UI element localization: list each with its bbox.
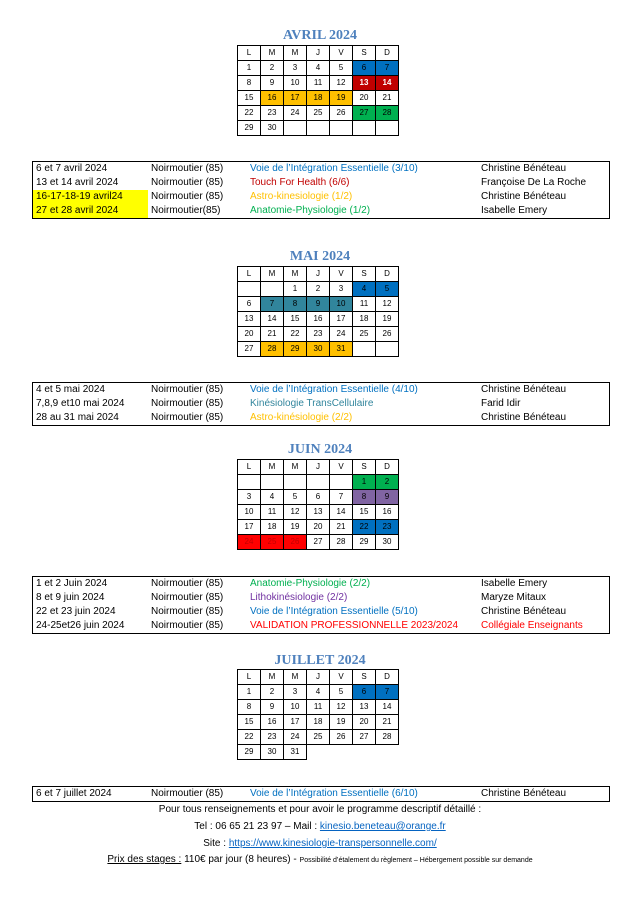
calendar-day: 21 bbox=[330, 520, 353, 535]
calendar-day: 30 bbox=[261, 121, 284, 136]
calendar-week bbox=[238, 312, 399, 327]
month-title: JUIN 2024 bbox=[287, 442, 353, 457]
weekday-header: V bbox=[330, 46, 353, 61]
calendar-day: 29 bbox=[238, 745, 261, 760]
footer-line-info: Pour tous renseignements et pour avoir le programme descriptif détaillé : bbox=[158, 804, 482, 815]
calendar-day: 27 bbox=[238, 342, 261, 357]
calendar-day: 7 bbox=[376, 61, 399, 76]
weekday-header: J bbox=[307, 267, 330, 282]
tel-text: Tel : 06 65 21 23 97 – Mail : bbox=[194, 821, 320, 832]
event-row bbox=[33, 787, 610, 802]
event-title: Anatomie-Physiologie (1/2) bbox=[250, 205, 371, 216]
calendar-day: 29 bbox=[284, 342, 307, 357]
calendar-day: 8 bbox=[284, 297, 307, 312]
footer-line-price bbox=[0, 854, 640, 865]
event-title: Voie de l’Intégration Essentielle (6/10) bbox=[250, 788, 418, 799]
calendar-day: 13 bbox=[353, 76, 376, 91]
weekday-header: L bbox=[238, 267, 261, 282]
event-row bbox=[33, 162, 610, 177]
calendar-day: 26 bbox=[330, 730, 353, 745]
calendar-day: 20 bbox=[307, 520, 330, 535]
price-label: Prix des stages : bbox=[107, 854, 182, 865]
weekday-header: L bbox=[238, 670, 261, 685]
calendar-day: 1 bbox=[238, 61, 261, 76]
weekday-header-row bbox=[238, 460, 399, 475]
calendar-day: 3 bbox=[330, 282, 353, 297]
event-title: Voie de l’Intégration Essentielle (3/10) bbox=[250, 163, 418, 174]
event-place: Noirmoutier (85) bbox=[151, 191, 224, 202]
calendar-week bbox=[238, 61, 399, 76]
calendar-day: 13 bbox=[238, 312, 261, 327]
calendar-grid bbox=[237, 45, 399, 136]
calendar-day: 14 bbox=[376, 76, 399, 91]
calendar-blank bbox=[376, 745, 399, 760]
calendar-day: 11 bbox=[307, 76, 330, 91]
calendar-day: 6 bbox=[353, 61, 376, 76]
calendar-day: 7 bbox=[261, 297, 284, 312]
calendar-day: 16 bbox=[261, 91, 284, 106]
event-place: Noirmoutier (85) bbox=[151, 163, 224, 174]
calendar-day: 16 bbox=[307, 312, 330, 327]
calendar-empty bbox=[261, 475, 284, 490]
event-person: Christine Bénéteau bbox=[481, 788, 567, 799]
calendar-day: 10 bbox=[284, 700, 307, 715]
calendar-day: 24 bbox=[284, 730, 307, 745]
event-title: VALIDATION PROFESSIONNELLE 2023/2024 bbox=[250, 620, 459, 631]
calendar-day: 30 bbox=[307, 342, 330, 357]
events-table bbox=[32, 576, 610, 634]
calendar-week bbox=[238, 342, 399, 357]
calendar-day: 12 bbox=[376, 297, 399, 312]
calendar-day: 3 bbox=[238, 490, 261, 505]
calendar-day: 25 bbox=[261, 535, 284, 550]
event-place: Noirmoutier (85) bbox=[151, 177, 224, 188]
calendar-blank bbox=[353, 745, 376, 760]
calendar-day: 29 bbox=[238, 121, 261, 136]
event-person: Farid Idir bbox=[481, 398, 521, 409]
event-person: Maryze Mitaux bbox=[481, 592, 547, 603]
calendar-day: 5 bbox=[330, 61, 353, 76]
weekday-header: L bbox=[238, 46, 261, 61]
event-date: 24-25et26 juin 2024 bbox=[36, 620, 125, 631]
calendar-day: 17 bbox=[284, 715, 307, 730]
weekday-header: J bbox=[307, 670, 330, 685]
calendar-week bbox=[238, 490, 399, 505]
calendar-day: 11 bbox=[353, 297, 376, 312]
event-place: Noirmoutier (85) bbox=[151, 398, 224, 409]
calendar-day: 30 bbox=[376, 535, 399, 550]
calendar-day: 7 bbox=[376, 685, 399, 700]
calendar-day: 25 bbox=[307, 106, 330, 121]
footer-line-site bbox=[0, 838, 640, 849]
calendar-day: 19 bbox=[330, 715, 353, 730]
event-place: Noirmoutier (85) bbox=[151, 620, 224, 631]
event-title: Lithokinésiologie (2/2) bbox=[250, 592, 348, 603]
event-row bbox=[33, 605, 610, 619]
calendar-grid bbox=[237, 266, 399, 357]
weekday-header-row bbox=[238, 267, 399, 282]
calendar-day: 18 bbox=[307, 715, 330, 730]
calendar-empty bbox=[330, 475, 353, 490]
calendar-day: 15 bbox=[238, 91, 261, 106]
calendar-day: 23 bbox=[261, 730, 284, 745]
calendar-day: 27 bbox=[353, 730, 376, 745]
calendar-day: 1 bbox=[284, 282, 307, 297]
calendar-week bbox=[238, 297, 399, 312]
weekday-header: S bbox=[353, 46, 376, 61]
event-person: Christine Bénéteau bbox=[481, 412, 567, 423]
calendar-day: 5 bbox=[330, 685, 353, 700]
event-person: Françoise De La Roche bbox=[481, 177, 587, 188]
calendar-day: 3 bbox=[284, 61, 307, 76]
price-note: Possibilité d’étalement du règlement – Hébergement possible sur demande bbox=[299, 857, 533, 864]
calendar-day: 8 bbox=[353, 490, 376, 505]
calendar-grid bbox=[237, 669, 399, 760]
weekday-header: J bbox=[307, 460, 330, 475]
weekday-header: L bbox=[238, 460, 261, 475]
calendar-day: 19 bbox=[376, 312, 399, 327]
calendar-day: 11 bbox=[261, 505, 284, 520]
calendar-week bbox=[238, 282, 399, 297]
calendar-day: 29 bbox=[353, 535, 376, 550]
calendar-day: 2 bbox=[261, 61, 284, 76]
calendar-day: 4 bbox=[307, 61, 330, 76]
event-person: Christine Bénéteau bbox=[481, 606, 567, 617]
calendar-week bbox=[238, 475, 399, 490]
weekday-header: M bbox=[261, 46, 284, 61]
calendar-blank bbox=[307, 745, 330, 760]
calendar-day: 23 bbox=[307, 327, 330, 342]
calendar-empty bbox=[376, 342, 399, 357]
event-title: Astro-kinesiologie (1/2) bbox=[250, 191, 353, 202]
calendar-day: 12 bbox=[330, 700, 353, 715]
calendar-empty bbox=[307, 475, 330, 490]
calendar-week bbox=[238, 685, 399, 700]
event-date: 6 et 7 avril 2024 bbox=[36, 163, 108, 174]
calendar-week bbox=[238, 730, 399, 745]
calendar-day: 2 bbox=[307, 282, 330, 297]
weekday-header: M bbox=[261, 670, 284, 685]
calendar-empty bbox=[284, 121, 307, 136]
site-link[interactable]: https://www.kinesiologie-transpersonnelle.com/ bbox=[228, 838, 437, 849]
event-title: Touch For Health (6/6) bbox=[250, 177, 350, 188]
calendar-day: 6 bbox=[307, 490, 330, 505]
calendar-day: 25 bbox=[307, 730, 330, 745]
calendar-day: 28 bbox=[376, 106, 399, 121]
calendar-day: 13 bbox=[307, 505, 330, 520]
event-place: Noirmoutier (85) bbox=[151, 592, 224, 603]
calendar-day: 28 bbox=[261, 342, 284, 357]
calendar-week bbox=[238, 745, 399, 760]
calendar-day: 20 bbox=[238, 327, 261, 342]
event-place: Noirmoutier (85) bbox=[151, 606, 224, 617]
event-person: Isabelle Emery bbox=[481, 578, 548, 589]
event-date: 28 au 31 mai 2024 bbox=[36, 412, 119, 423]
calendar-day: 18 bbox=[353, 312, 376, 327]
calendar-day: 9 bbox=[261, 700, 284, 715]
calendar-empty bbox=[353, 342, 376, 357]
weekday-header: V bbox=[330, 460, 353, 475]
month-title: AVRIL 2024 bbox=[282, 28, 358, 43]
event-date: 7,8,9 et10 mai 2024 bbox=[36, 398, 125, 409]
weekday-header: M bbox=[284, 460, 307, 475]
event-person: Christine Bénéteau bbox=[481, 384, 567, 395]
calendar-day: 22 bbox=[284, 327, 307, 342]
weekday-header: S bbox=[353, 460, 376, 475]
site-label: Site : bbox=[203, 838, 229, 849]
calendar-day: 6 bbox=[353, 685, 376, 700]
calendar-empty bbox=[353, 121, 376, 136]
calendar-day: 18 bbox=[261, 520, 284, 535]
event-date: 8 et 9 juin 2024 bbox=[36, 592, 105, 603]
price-value: 110€ par jour (8 heures) - bbox=[181, 854, 300, 865]
calendar-week bbox=[238, 91, 399, 106]
event-person: Christine Bénéteau bbox=[481, 163, 567, 174]
event-place: Noirmoutier (85) bbox=[151, 578, 224, 589]
calendar-day: 9 bbox=[261, 76, 284, 91]
event-row bbox=[33, 176, 610, 190]
calendar-day: 10 bbox=[284, 76, 307, 91]
calendar-week bbox=[238, 505, 399, 520]
calendar-day: 21 bbox=[261, 327, 284, 342]
weekday-header-row bbox=[238, 670, 399, 685]
month-title: MAI 2024 bbox=[289, 249, 351, 264]
calendar-day: 22 bbox=[238, 730, 261, 745]
calendar-day: 11 bbox=[307, 700, 330, 715]
weekday-header: D bbox=[376, 267, 399, 282]
calendar-day: 2 bbox=[376, 475, 399, 490]
calendar-day: 26 bbox=[330, 106, 353, 121]
calendar-day: 15 bbox=[284, 312, 307, 327]
weekday-header-row bbox=[238, 46, 399, 61]
calendar-day: 4 bbox=[307, 685, 330, 700]
calendar-day: 16 bbox=[261, 715, 284, 730]
events-table bbox=[32, 161, 610, 219]
calendar-day: 30 bbox=[261, 745, 284, 760]
calendar-day: 24 bbox=[238, 535, 261, 550]
calendar-day: 22 bbox=[353, 520, 376, 535]
calendar-day: 5 bbox=[376, 282, 399, 297]
calendar-week bbox=[238, 700, 399, 715]
event-person: Collégiale Enseignants bbox=[481, 620, 583, 631]
calendar-day: 6 bbox=[238, 297, 261, 312]
calendar-empty bbox=[238, 282, 261, 297]
calendar-day: 22 bbox=[238, 106, 261, 121]
event-title: Voie de l’Intégration Essentielle (5/10) bbox=[250, 606, 418, 617]
calendar-day: 1 bbox=[238, 685, 261, 700]
weekday-header: V bbox=[330, 670, 353, 685]
event-date: 22 et 23 juin 2024 bbox=[36, 606, 116, 617]
events-table bbox=[32, 382, 610, 426]
calendar-day: 24 bbox=[284, 106, 307, 121]
weekday-header: J bbox=[307, 46, 330, 61]
event-row bbox=[33, 591, 610, 605]
event-row bbox=[33, 411, 610, 426]
calendar-day: 20 bbox=[353, 715, 376, 730]
calendar-day: 15 bbox=[238, 715, 261, 730]
calendar-day: 15 bbox=[353, 505, 376, 520]
calendar-day: 4 bbox=[353, 282, 376, 297]
event-row bbox=[33, 577, 610, 592]
weekday-header: M bbox=[284, 46, 307, 61]
weekday-header: M bbox=[284, 267, 307, 282]
event-title: Voie de l’Intégration Essentielle (4/10) bbox=[250, 384, 418, 395]
event-date: 27 et 28 avril 2024 bbox=[33, 204, 149, 219]
calendar-day: 28 bbox=[330, 535, 353, 550]
weekday-header: M bbox=[284, 670, 307, 685]
weekday-header: M bbox=[261, 460, 284, 475]
calendar-day: 31 bbox=[284, 745, 307, 760]
calendar-day: 28 bbox=[376, 730, 399, 745]
calendar-day: 14 bbox=[376, 700, 399, 715]
weekday-header: D bbox=[376, 670, 399, 685]
event-date: 4 et 5 mai 2024 bbox=[36, 384, 105, 395]
calendar-day: 26 bbox=[376, 327, 399, 342]
weekday-header: D bbox=[376, 46, 399, 61]
event-row bbox=[33, 383, 610, 398]
calendar-day: 26 bbox=[284, 535, 307, 550]
calendar-day: 25 bbox=[353, 327, 376, 342]
event-row bbox=[33, 619, 610, 634]
calendar-grid bbox=[237, 459, 399, 550]
calendar-day: 21 bbox=[376, 715, 399, 730]
event-title: Kinésiologie TransCellulaire bbox=[250, 398, 374, 409]
event-row bbox=[33, 397, 610, 411]
calendar-day: 10 bbox=[330, 297, 353, 312]
month-title: JUILLET 2024 bbox=[274, 653, 366, 668]
calendar-empty bbox=[330, 121, 353, 136]
calendar-day: 12 bbox=[330, 76, 353, 91]
calendar-day: 14 bbox=[330, 505, 353, 520]
calendar-day: 20 bbox=[353, 91, 376, 106]
calendar-day: 17 bbox=[330, 312, 353, 327]
calendar-empty bbox=[307, 121, 330, 136]
calendar-day: 14 bbox=[261, 312, 284, 327]
calendar-day: 12 bbox=[284, 505, 307, 520]
event-place: Noirmoutier(85) bbox=[151, 205, 221, 216]
event-row bbox=[33, 190, 610, 204]
calendar-day: 18 bbox=[307, 91, 330, 106]
weekday-header: S bbox=[353, 267, 376, 282]
calendar-week bbox=[238, 535, 399, 550]
weekday-header: S bbox=[353, 670, 376, 685]
calendar-empty bbox=[376, 121, 399, 136]
calendar-day: 8 bbox=[238, 700, 261, 715]
calendar-day: 27 bbox=[353, 106, 376, 121]
calendar-day: 23 bbox=[376, 520, 399, 535]
event-date: 6 et 7 juillet 2024 bbox=[36, 788, 112, 799]
calendar-day: 16 bbox=[376, 505, 399, 520]
calendar-blank bbox=[330, 745, 353, 760]
calendar-day: 17 bbox=[238, 520, 261, 535]
calendar-day: 17 bbox=[284, 91, 307, 106]
calendar-week bbox=[238, 327, 399, 342]
calendar-day: 13 bbox=[353, 700, 376, 715]
weekday-header: M bbox=[261, 267, 284, 282]
event-person: Isabelle Emery bbox=[481, 205, 548, 216]
calendar-day: 19 bbox=[330, 91, 353, 106]
weekday-header: V bbox=[330, 267, 353, 282]
calendar-day: 4 bbox=[261, 490, 284, 505]
events-table bbox=[32, 786, 610, 802]
event-place: Noirmoutier (85) bbox=[151, 412, 224, 423]
event-person: Christine Bénéteau bbox=[481, 191, 567, 202]
mail-link[interactable]: kinesio.beneteau@orange.fr bbox=[319, 821, 446, 832]
calendar-day: 21 bbox=[376, 91, 399, 106]
calendar-empty bbox=[261, 282, 284, 297]
calendar-empty bbox=[284, 475, 307, 490]
event-place: Noirmoutier (85) bbox=[151, 788, 224, 799]
calendar-day: 27 bbox=[307, 535, 330, 550]
calendar-day: 1 bbox=[353, 475, 376, 490]
footer-line-contact bbox=[0, 821, 640, 832]
calendar-day: 5 bbox=[284, 490, 307, 505]
event-date: 13 et 14 avril 2024 bbox=[36, 177, 119, 188]
calendar-week bbox=[238, 76, 399, 91]
calendar-week bbox=[238, 520, 399, 535]
calendar-day: 9 bbox=[376, 490, 399, 505]
weekday-header: D bbox=[376, 460, 399, 475]
event-title: Astro-kinésiologie (2/2) bbox=[250, 412, 353, 423]
calendar-day: 31 bbox=[330, 342, 353, 357]
event-place: Noirmoutier (85) bbox=[151, 384, 224, 395]
calendar-week bbox=[238, 715, 399, 730]
event-date: 16-17-18-19 avril24 bbox=[33, 190, 149, 204]
calendar-week bbox=[238, 106, 399, 121]
event-title: Anatomie-Physiologie (2/2) bbox=[250, 578, 371, 589]
calendar-day: 24 bbox=[330, 327, 353, 342]
calendar-day: 2 bbox=[261, 685, 284, 700]
calendar-day: 8 bbox=[238, 76, 261, 91]
calendar-day: 9 bbox=[307, 297, 330, 312]
calendar-day: 7 bbox=[330, 490, 353, 505]
calendar-day: 23 bbox=[261, 106, 284, 121]
event-date: 1 et 2 Juin 2024 bbox=[36, 578, 108, 589]
calendar-empty bbox=[238, 475, 261, 490]
calendar-day: 10 bbox=[238, 505, 261, 520]
calendar-day: 3 bbox=[284, 685, 307, 700]
calendar-day: 19 bbox=[284, 520, 307, 535]
event-row bbox=[33, 204, 610, 219]
calendar-week bbox=[238, 121, 399, 136]
